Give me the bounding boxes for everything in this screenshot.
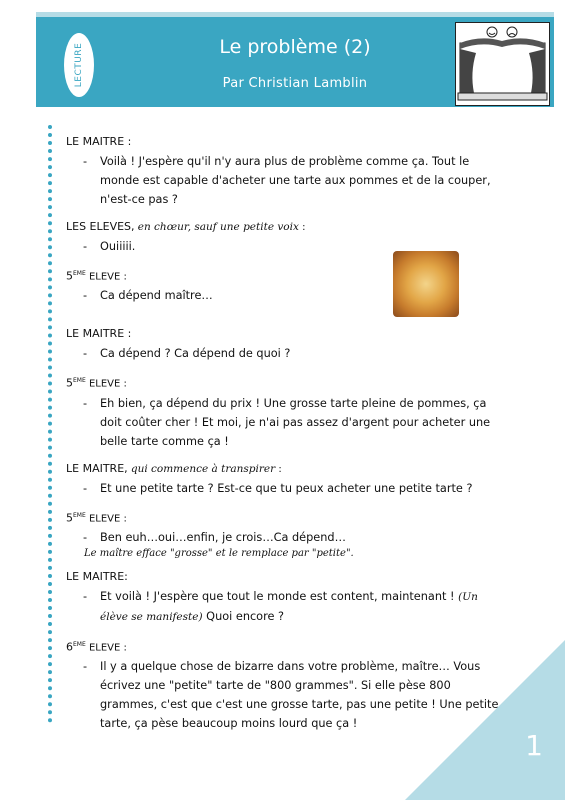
dialogue-line: - Eh bien, ça dépend du prix ! Une grosse tarte pleine de pommes, ça doit coûter cher ! Et moi, je n'ai pas assez d'argent pour acheter une belle tarte comme ça ! xyxy=(83,396,491,448)
speaker-label: LE MAITRE, qui commence à transpirer : xyxy=(66,461,282,475)
speaker-label: 5EME ELEVE : xyxy=(66,376,127,390)
dotted-margin-rule xyxy=(48,125,52,723)
dialogue-line: - Ben euh…oui…enfin, je crois…Ca dépend… xyxy=(83,530,346,544)
dialogue-line: - Ca dépend ? Ca dépend de quoi ? xyxy=(83,347,291,361)
dialogue-line: - Ca dépend maître… xyxy=(83,289,213,303)
corner-triangle xyxy=(405,640,565,800)
page-subtitle: Par Christian Lamblin xyxy=(222,76,368,91)
page-number: 1 xyxy=(525,729,543,762)
speaker-label: LE MAITRE : xyxy=(66,327,132,341)
dialogue-line: - Ouiiiii. xyxy=(83,240,136,253)
speaker-label: 5EME ELEVE : xyxy=(66,269,127,283)
badge-label: LECTURE xyxy=(74,42,84,88)
speaker-label: 5EME ELEVE : xyxy=(66,510,127,524)
dialogue-line: - Voilà ! J'espère qu'il n'y aura plus de problème comme ça. Tout le monde est capable d'acheter une tarte aux pommes et de la couper, n'est-ce pas ? xyxy=(83,155,491,206)
speaker-label: LE MAITRE: xyxy=(66,569,128,583)
dialogue-line: - Il y a quelque chose de bizarre dans votre problème, maître… Vous écrivez une "petite" tarte de "800 grammes". Si elle pèse 800 grammes, c'est que c'est une grosse tarte, pas une petite ! Une petite tarte, ça pèse beaucoup moins lourd que ça ! xyxy=(83,660,499,731)
speaker-label: LE MAITRE : xyxy=(66,135,132,148)
stage-direction: Le maître efface "grosse" et le remplace par "petite". xyxy=(84,547,354,559)
dialogue-line: - Et une petite tarte ? Est-ce que tu peux acheter une petite tarte ? xyxy=(83,481,473,495)
page-title: Le problème (2) xyxy=(219,36,371,58)
speaker-label: 6EME ELEVE : xyxy=(66,640,127,654)
lecture-badge xyxy=(64,33,94,97)
theatre-stage-illustration xyxy=(455,22,550,106)
speaker-label: LES ELEVES, en chœur, sauf une petite voix : xyxy=(66,220,306,233)
dialogue-line: - Et voilà ! J'espère que tout le monde est content, maintenant ! (Un élève se manifeste) Quoi encore ? xyxy=(83,589,478,623)
